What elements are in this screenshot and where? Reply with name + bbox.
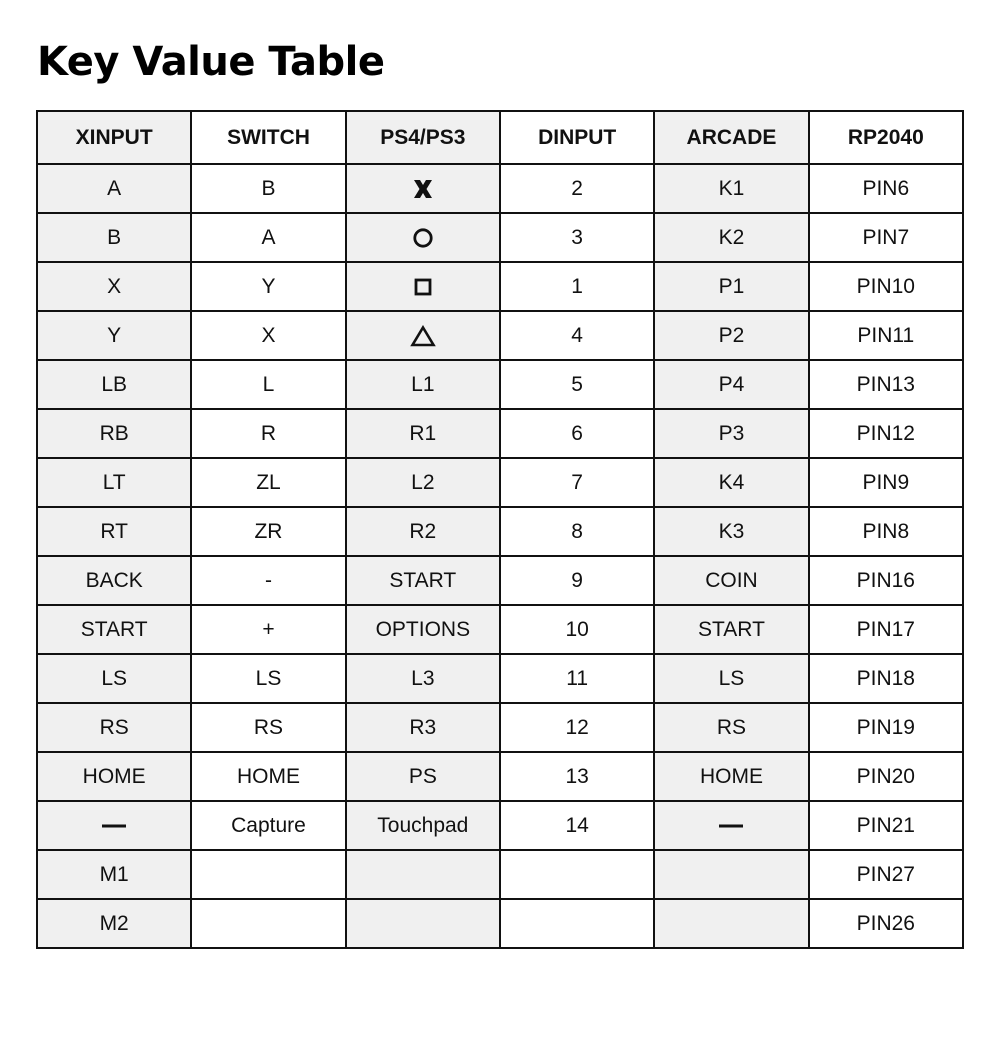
- cell-xinput: LS: [37, 654, 191, 703]
- cell-rp2040: PIN17: [809, 605, 963, 654]
- page-title: Key Value Table: [37, 39, 385, 85]
- cell-switch: RS: [191, 703, 345, 752]
- cell-arcade: [654, 850, 808, 899]
- table-header-row: [37, 111, 963, 164]
- cell-arcade: [654, 801, 808, 850]
- key-value-table: [36, 110, 964, 949]
- cell-rp2040: PIN18: [809, 654, 963, 703]
- column-header-arcade: ARCADE: [654, 111, 808, 164]
- cell-xinput: [37, 801, 191, 850]
- cell-arcade: RS: [654, 703, 808, 752]
- square-icon: [413, 277, 433, 297]
- cell-dinput: 9: [500, 556, 654, 605]
- cell-rp2040: PIN12: [809, 409, 963, 458]
- cell-rp2040: PIN26: [809, 899, 963, 948]
- column-header-rp2040: RP2040: [809, 111, 963, 164]
- cell-ps4-ps3: [346, 164, 500, 213]
- cell-switch: LS: [191, 654, 345, 703]
- cell-dinput: 8: [500, 507, 654, 556]
- cell-ps4-ps3: PS: [346, 752, 500, 801]
- table-row: [37, 262, 963, 311]
- cell-switch: ZL: [191, 458, 345, 507]
- cell-dinput: 7: [500, 458, 654, 507]
- cell-ps4-ps3: R2: [346, 507, 500, 556]
- cross-icon: [412, 179, 434, 199]
- cell-xinput: A: [37, 164, 191, 213]
- cell-ps4-ps3: START: [346, 556, 500, 605]
- cell-rp2040: PIN7: [809, 213, 963, 262]
- cell-rp2040: PIN10: [809, 262, 963, 311]
- cell-ps4-ps3: [346, 213, 500, 262]
- dash-icon: [718, 823, 744, 829]
- cell-dinput: 6: [500, 409, 654, 458]
- cell-rp2040: PIN8: [809, 507, 963, 556]
- table-body: [37, 164, 963, 948]
- cell-xinput: M1: [37, 850, 191, 899]
- cell-switch: [191, 899, 345, 948]
- cell-dinput: 12: [500, 703, 654, 752]
- cell-xinput: RT: [37, 507, 191, 556]
- cell-rp2040: PIN6: [809, 164, 963, 213]
- cell-dinput: 13: [500, 752, 654, 801]
- cell-ps4-ps3: [346, 899, 500, 948]
- cell-xinput: HOME: [37, 752, 191, 801]
- cell-ps4-ps3: [346, 262, 500, 311]
- cell-switch: ZR: [191, 507, 345, 556]
- cell-switch: B: [191, 164, 345, 213]
- cell-dinput: 2: [500, 164, 654, 213]
- cell-dinput: 5: [500, 360, 654, 409]
- cell-rp2040: PIN21: [809, 801, 963, 850]
- table-row: [37, 409, 963, 458]
- cell-xinput: M2: [37, 899, 191, 948]
- cell-arcade: K1: [654, 164, 808, 213]
- table-row: [37, 213, 963, 262]
- cell-xinput: LB: [37, 360, 191, 409]
- cell-arcade: LS: [654, 654, 808, 703]
- cell-ps4-ps3: [346, 311, 500, 360]
- dash-icon: [101, 823, 127, 829]
- cell-ps4-ps3: L2: [346, 458, 500, 507]
- table-row: [37, 752, 963, 801]
- cell-dinput: 3: [500, 213, 654, 262]
- cell-xinput: Y: [37, 311, 191, 360]
- cell-rp2040: PIN11: [809, 311, 963, 360]
- cell-dinput: [500, 899, 654, 948]
- cell-xinput: START: [37, 605, 191, 654]
- cell-switch: -: [191, 556, 345, 605]
- triangle-icon: [410, 325, 436, 347]
- cell-arcade: P2: [654, 311, 808, 360]
- cell-switch: X: [191, 311, 345, 360]
- cell-dinput: [500, 850, 654, 899]
- cell-rp2040: PIN19: [809, 703, 963, 752]
- table-row: [37, 164, 963, 213]
- cell-dinput: 10: [500, 605, 654, 654]
- table-row: [37, 850, 963, 899]
- cell-switch: HOME: [191, 752, 345, 801]
- table-row: [37, 703, 963, 752]
- column-header-dinput: DINPUT: [500, 111, 654, 164]
- cell-dinput: 11: [500, 654, 654, 703]
- table-row: [37, 360, 963, 409]
- column-header-ps4-ps3: PS4/PS3: [346, 111, 500, 164]
- cell-arcade: K2: [654, 213, 808, 262]
- cell-arcade: [654, 899, 808, 948]
- cell-ps4-ps3: Touchpad: [346, 801, 500, 850]
- cell-arcade: COIN: [654, 556, 808, 605]
- cell-switch: Capture: [191, 801, 345, 850]
- circle-icon: [412, 227, 434, 249]
- cell-arcade: START: [654, 605, 808, 654]
- cell-dinput: 14: [500, 801, 654, 850]
- cell-dinput: 4: [500, 311, 654, 360]
- cell-switch: +: [191, 605, 345, 654]
- cell-ps4-ps3: R3: [346, 703, 500, 752]
- cell-xinput: B: [37, 213, 191, 262]
- cell-rp2040: PIN20: [809, 752, 963, 801]
- table-row: [37, 654, 963, 703]
- table-row: [37, 556, 963, 605]
- cell-switch: L: [191, 360, 345, 409]
- cell-arcade: P3: [654, 409, 808, 458]
- column-header-switch: SWITCH: [191, 111, 345, 164]
- cell-rp2040: PIN13: [809, 360, 963, 409]
- cell-arcade: P4: [654, 360, 808, 409]
- cell-rp2040: PIN16: [809, 556, 963, 605]
- table-row: [37, 801, 963, 850]
- cell-arcade: HOME: [654, 752, 808, 801]
- cell-xinput: RS: [37, 703, 191, 752]
- cell-ps4-ps3: L1: [346, 360, 500, 409]
- cell-switch: Y: [191, 262, 345, 311]
- cell-dinput: 1: [500, 262, 654, 311]
- cell-rp2040: PIN27: [809, 850, 963, 899]
- cell-switch: A: [191, 213, 345, 262]
- cell-arcade: K4: [654, 458, 808, 507]
- table-row: [37, 507, 963, 556]
- table-row: [37, 605, 963, 654]
- table-row: [37, 899, 963, 948]
- cell-arcade: K3: [654, 507, 808, 556]
- cell-xinput: LT: [37, 458, 191, 507]
- cell-xinput: RB: [37, 409, 191, 458]
- table-row: [37, 458, 963, 507]
- cell-switch: R: [191, 409, 345, 458]
- cell-rp2040: PIN9: [809, 458, 963, 507]
- table-row: [37, 311, 963, 360]
- cell-arcade: P1: [654, 262, 808, 311]
- column-header-xinput: XINPUT: [37, 111, 191, 164]
- cell-ps4-ps3: [346, 850, 500, 899]
- cell-ps4-ps3: L3: [346, 654, 500, 703]
- cell-switch: [191, 850, 345, 899]
- cell-xinput: BACK: [37, 556, 191, 605]
- cell-xinput: X: [37, 262, 191, 311]
- cell-ps4-ps3: OPTIONS: [346, 605, 500, 654]
- cell-ps4-ps3: R1: [346, 409, 500, 458]
